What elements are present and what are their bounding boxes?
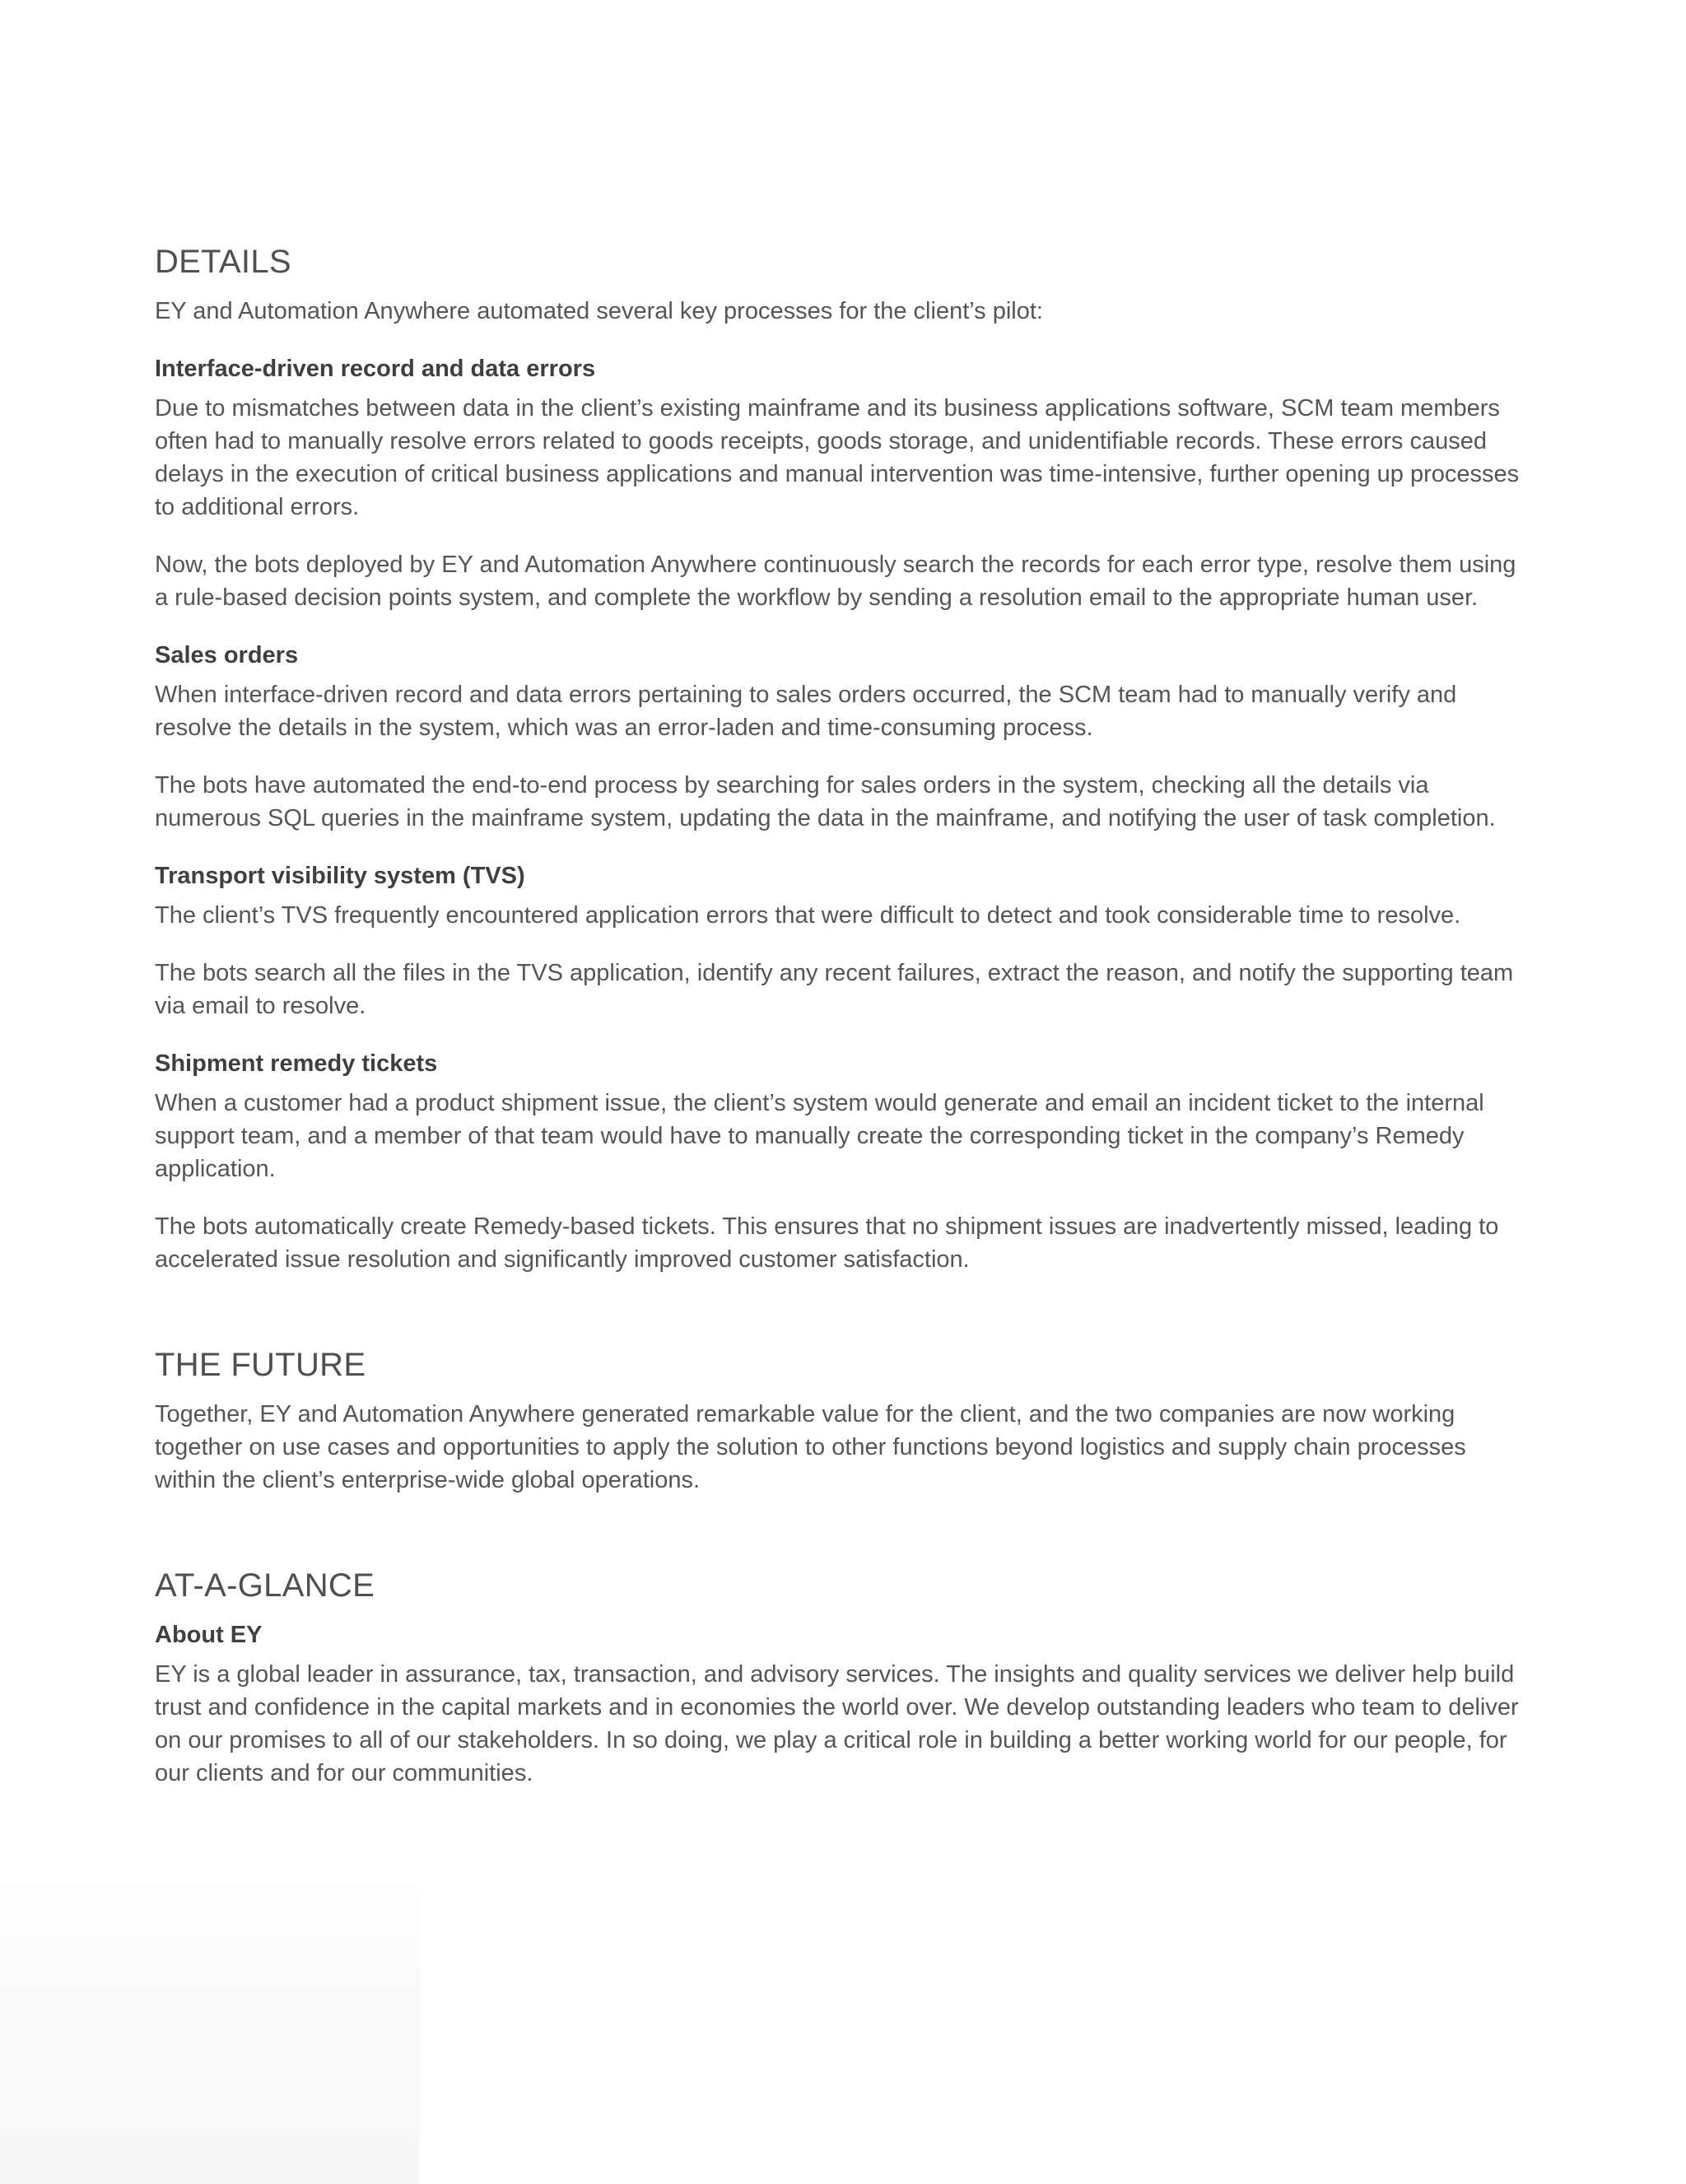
- subheading-about-ey: About EY: [155, 1622, 263, 1648]
- section-spacer: [155, 1301, 1531, 1342]
- paragraph: Due to mismatches between data in the client’s existing mainframe and its business applications software, SCM team members often had to manually resolve errors related to goods receipts, goods storage, and unidentifiable records. These errors caused delays in the execution of critical business applications and manual intervention was time-intensive, further opening up processes to additional errors.: [155, 395, 1520, 520]
- subheading-interface-errors: Interface-driven record and data errors: [155, 356, 596, 382]
- paragraph: The bots search all the files in the TVS application, identify any recent failures, extract the reason, and notify the supporting team via email to resolve.: [155, 960, 1514, 1019]
- future-heading: THE FUTURE: [155, 1347, 366, 1383]
- about-ey-paragraph: EY is a global leader in assurance, tax, transaction, and advisory services. The insights and quality services we deliver help build trust and confidence in the capital markets and in economies the world over. We develop outstanding leaders who team to deliver on our promises to all of our stakeholders. In so doing, we play a critical role in building a better working world for our people, for our clients and for our communities.: [155, 1661, 1519, 1786]
- paragraph: When a customer had a product shipment issue, the client’s system would generate and email an incident ticket to the internal support team, and a member of that team would have to manually create the corresponding ticket in the company’s Remedy application.: [155, 1090, 1484, 1182]
- subheading-tvs: Transport visibility system (TVS): [155, 863, 525, 889]
- details-heading: DETAILS: [155, 244, 291, 280]
- subheading-shipment-tickets: Shipment remedy tickets: [155, 1050, 438, 1077]
- glance-heading: AT-A-GLANCE: [155, 1567, 375, 1604]
- page-corner-shade: [0, 1877, 420, 2184]
- details-intro: EY and Automation Anywhere automated several key processes for the client’s pilot:: [155, 298, 1043, 324]
- glance-section: [155, 1562, 1531, 1790]
- details-section: [155, 239, 1531, 1276]
- subheading-sales-orders: Sales orders: [155, 642, 299, 668]
- paragraph: When interface-driven record and data errors pertaining to sales orders occurred, the SCM team had to manually verify and resolve the details in the system, which was an error-laden and time-consuming process.: [155, 682, 1457, 741]
- paragraph: The client’s TVS frequently encountered application errors that were difficult to detect and took considerable time to resolve.: [155, 902, 1461, 929]
- paragraph: The bots have automated the end-to-end process by searching for sales orders in the system, checking all the details via numerous SQL queries in the mainframe system, updating the data in the mainframe, and notifying the user of task completion.: [155, 772, 1496, 831]
- future-paragraph: Together, EY and Automation Anywhere generated remarkable value for the client, and the two companies are now working together on use cases and opportunities to apply the solution to other functions beyond logistics and supply chain processes within the client’s enterprise-wide global operations.: [155, 1401, 1466, 1493]
- paragraph: The bots automatically create Remedy-based tickets. This ensures that no shipment issues are inadvertently missed, leading to accelerated issue resolution and significantly improved customer satisfaction.: [155, 1213, 1499, 1273]
- paragraph: Now, the bots deployed by EY and Automation Anywhere continuously search the records for each error type, resolve them using a rule-based decision points system, and complete the workflow by sending a resolution email to the appropriate human user.: [155, 552, 1516, 611]
- document-page: [155, 239, 1531, 1814]
- section-spacer: [155, 1521, 1531, 1562]
- future-section: [155, 1342, 1531, 1497]
